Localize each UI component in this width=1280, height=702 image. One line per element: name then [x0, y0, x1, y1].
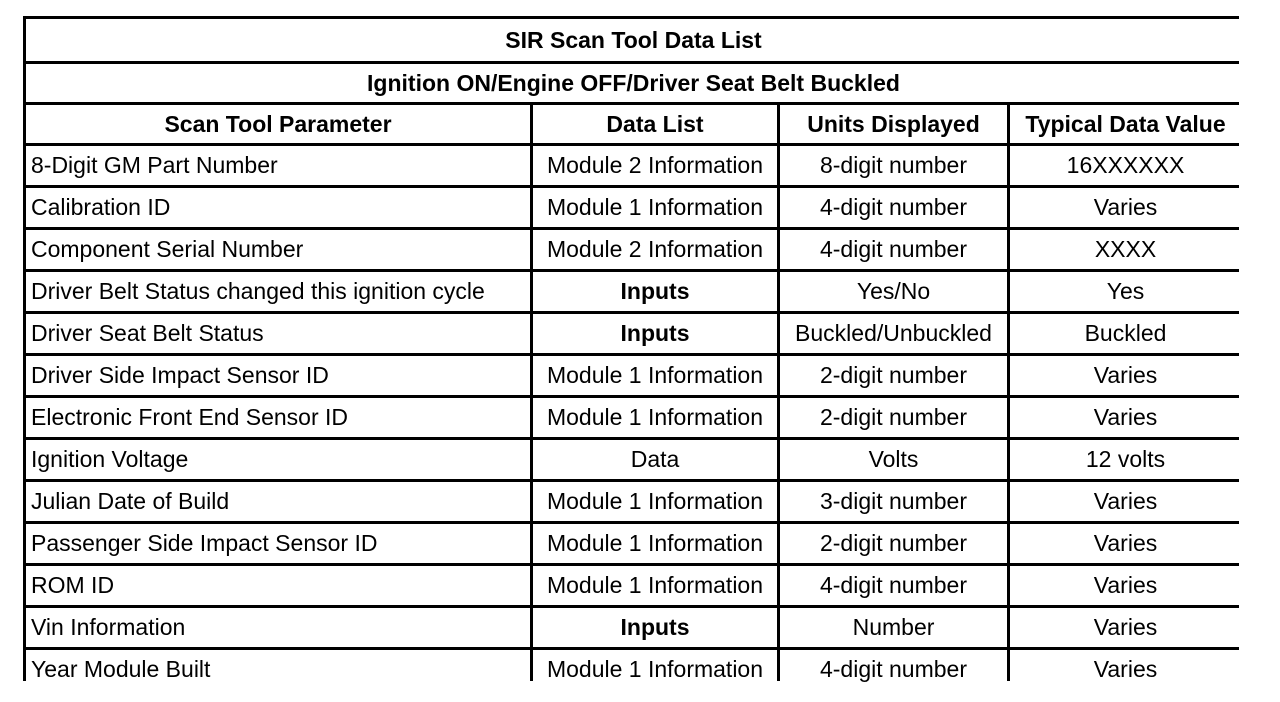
cell-typical-data-value: 12 volts: [1010, 440, 1241, 479]
cell-units-displayed: Buckled/Unbuckled: [780, 314, 1007, 353]
table-title: SIR Scan Tool Data List: [26, 19, 1241, 61]
cell-typical-data-value: Yes: [1010, 272, 1241, 311]
cell-typical-data-value: Varies: [1010, 188, 1241, 227]
cell-scan-tool-parameter: Year Module Built: [26, 650, 530, 689]
header-typical-data-value: Typical Data Value: [1010, 105, 1241, 143]
table-subtitle: Ignition ON/Engine OFF/Driver Seat Belt Buckled: [26, 64, 1241, 102]
cell-data-list: Module 1 Information: [533, 188, 777, 227]
cell-units-displayed: Volts: [780, 440, 1007, 479]
header-units-displayed: Units Displayed: [780, 105, 1007, 143]
cell-data-list: Data: [533, 440, 777, 479]
cell-units-displayed: 8-digit number: [780, 146, 1007, 185]
cell-scan-tool-parameter: Vin Information: [26, 608, 530, 647]
cell-scan-tool-parameter: Driver Side Impact Sensor ID: [26, 356, 530, 395]
cell-typical-data-value: Varies: [1010, 398, 1241, 437]
cell-typical-data-value: Varies: [1010, 356, 1241, 395]
cell-scan-tool-parameter: Calibration ID: [26, 188, 530, 227]
cell-data-list: Module 2 Information: [533, 146, 777, 185]
cell-typical-data-value: Varies: [1010, 650, 1241, 689]
cell-units-displayed: 2-digit number: [780, 398, 1007, 437]
cell-typical-data-value: XXXX: [1010, 230, 1241, 269]
cell-scan-tool-parameter: Passenger Side Impact Sensor ID: [26, 524, 530, 563]
cell-typical-data-value: Varies: [1010, 524, 1241, 563]
cell-data-list: Module 2 Information: [533, 230, 777, 269]
cell-scan-tool-parameter: 8-Digit GM Part Number: [26, 146, 530, 185]
cell-units-displayed: 2-digit number: [780, 524, 1007, 563]
cell-data-list: Inputs: [533, 608, 777, 647]
cell-scan-tool-parameter: Driver Seat Belt Status: [26, 314, 530, 353]
cell-typical-data-value: 16XXXXXX: [1010, 146, 1241, 185]
cell-scan-tool-parameter: Electronic Front End Sensor ID: [26, 398, 530, 437]
cell-units-displayed: 4-digit number: [780, 188, 1007, 227]
cell-data-list: Module 1 Information: [533, 356, 777, 395]
cell-data-list: Module 1 Information: [533, 524, 777, 563]
cell-scan-tool-parameter: ROM ID: [26, 566, 530, 605]
cell-data-list: Module 1 Information: [533, 398, 777, 437]
cell-data-list: Module 1 Information: [533, 566, 777, 605]
cell-typical-data-value: Varies: [1010, 566, 1241, 605]
cell-scan-tool-parameter: Julian Date of Build: [26, 482, 530, 521]
cell-units-displayed: 4-digit number: [780, 650, 1007, 689]
cell-scan-tool-parameter: Ignition Voltage: [26, 440, 530, 479]
cell-typical-data-value: Varies: [1010, 608, 1241, 647]
cell-data-list: Module 1 Information: [533, 650, 777, 689]
cell-data-list: Module 1 Information: [533, 482, 777, 521]
cell-units-displayed: 4-digit number: [780, 566, 1007, 605]
cell-units-displayed: Number: [780, 608, 1007, 647]
cell-units-displayed: Yes/No: [780, 272, 1007, 311]
cell-typical-data-value: Varies: [1010, 482, 1241, 521]
cell-data-list: Inputs: [533, 272, 777, 311]
header-data-list: Data List: [533, 105, 777, 143]
cell-units-displayed: 3-digit number: [780, 482, 1007, 521]
cell-units-displayed: 2-digit number: [780, 356, 1007, 395]
cell-scan-tool-parameter: Driver Belt Status changed this ignition cycle: [26, 272, 530, 311]
header-scan-tool-parameter: Scan Tool Parameter: [26, 105, 530, 143]
cell-data-list: Inputs: [533, 314, 777, 353]
cell-scan-tool-parameter: Component Serial Number: [26, 230, 530, 269]
data-table: [23, 16, 1239, 681]
cell-units-displayed: 4-digit number: [780, 230, 1007, 269]
cell-typical-data-value: Buckled: [1010, 314, 1241, 353]
